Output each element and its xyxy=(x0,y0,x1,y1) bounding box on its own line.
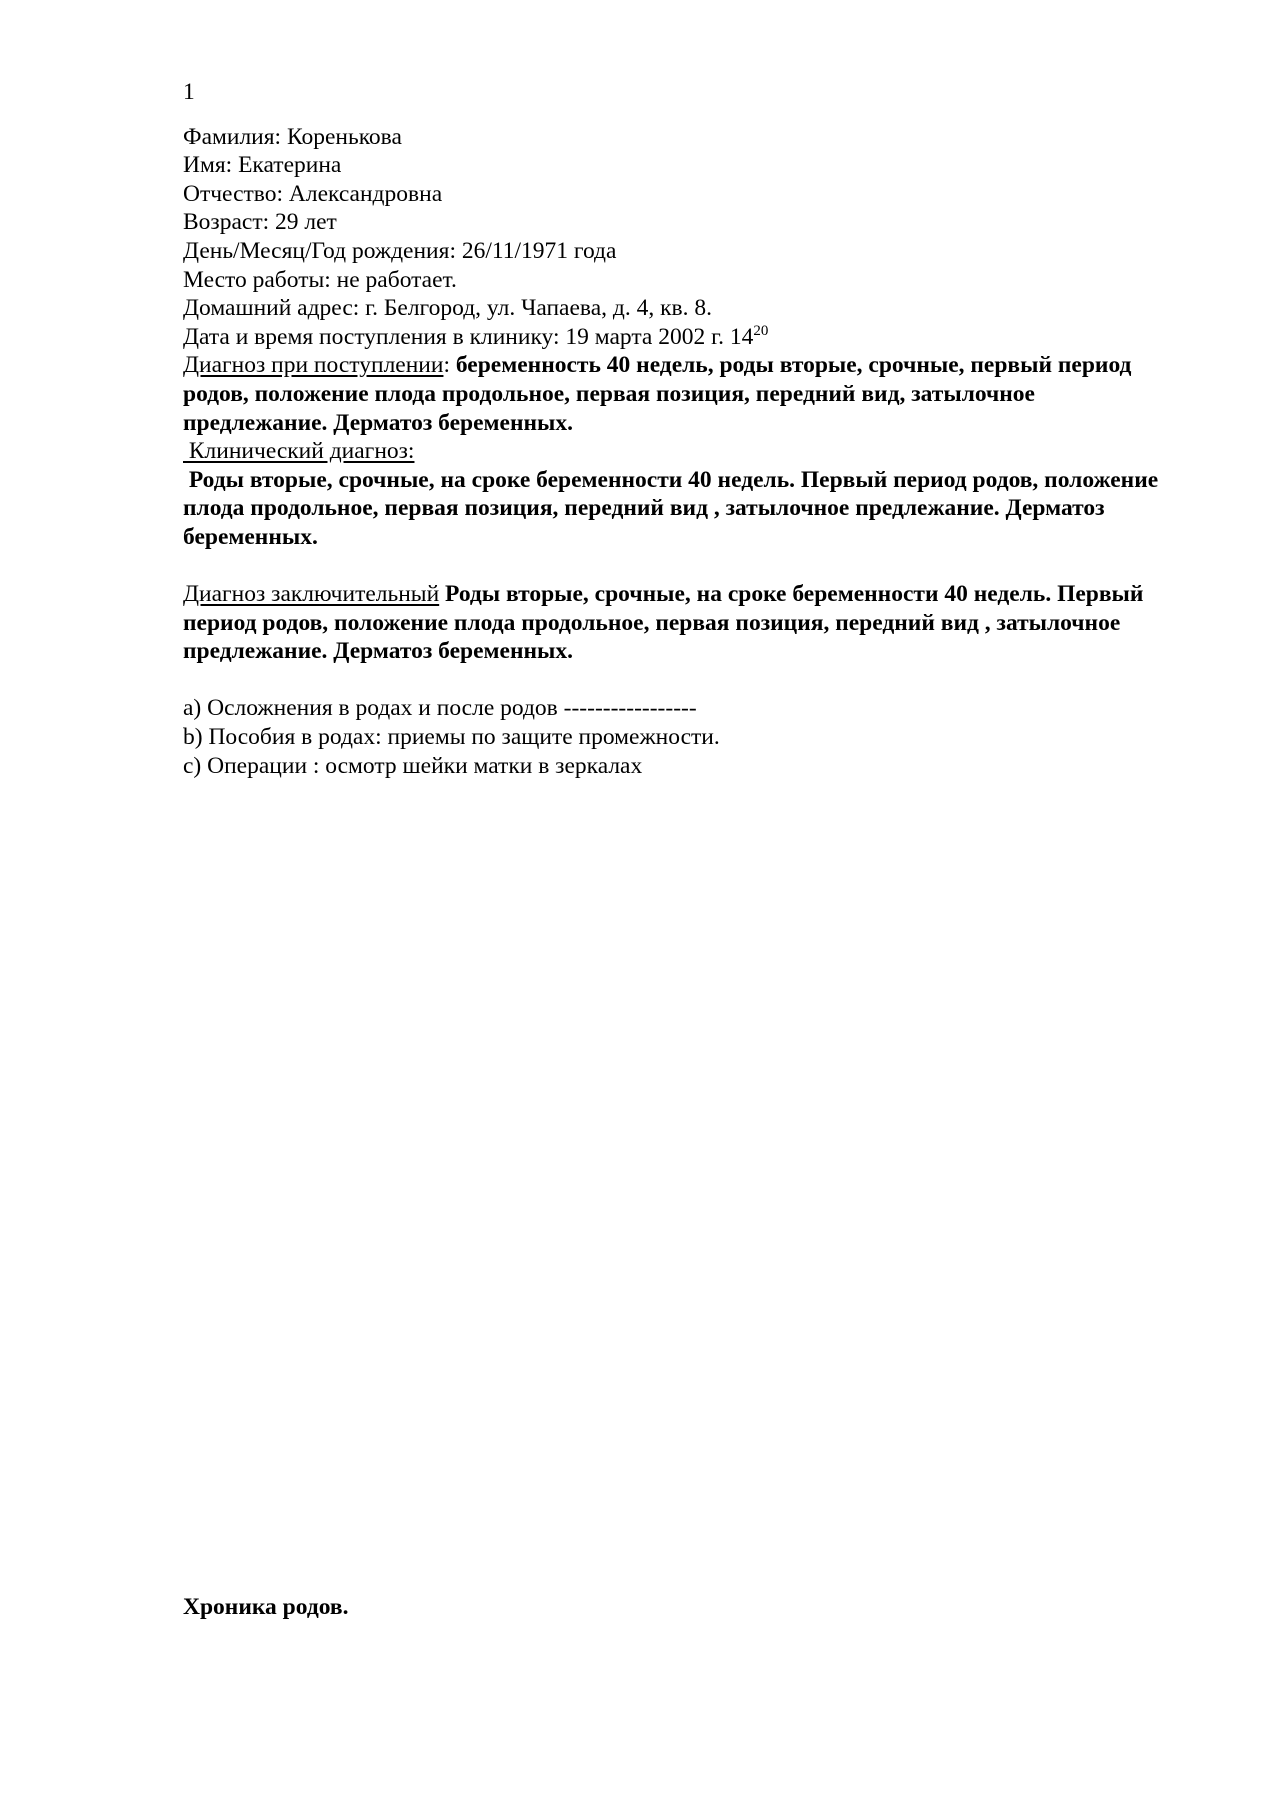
section-heading-labor-chronicle: Хроника родов. xyxy=(183,1594,349,1620)
admission-value: 19 марта 2002 г. 14 xyxy=(565,323,754,350)
birth-line xyxy=(183,237,1183,266)
name-value: Екатерина xyxy=(238,152,342,179)
patronymic-value: Александровна xyxy=(288,180,443,207)
age-label: Возраст: xyxy=(183,209,270,236)
list-item-assistance: b) Пособия в родах: приемы по защите промежности. xyxy=(183,724,720,751)
work-label: Место работы: xyxy=(183,266,331,293)
document-body xyxy=(183,78,1183,780)
name-line xyxy=(183,151,1183,180)
name-label: Имя: xyxy=(183,152,233,179)
list-item-operations: c) Операции : осмотр шейки матки в зеркалах xyxy=(183,752,643,779)
spacer xyxy=(183,552,1183,581)
age-value: 29 лет xyxy=(275,209,337,236)
spacer xyxy=(183,666,1183,695)
birth-value: 26/11/1971 года xyxy=(461,237,617,264)
final-diagnosis-text: Роды вторые, срочные, на сроке беременности 40 недель. Первый период родов, положение плода продольное, первая позиция, передний вид , затылочное предлежание. Дерматоз беременных. xyxy=(183,581,1144,665)
final-diagnosis xyxy=(183,580,1183,666)
address-line xyxy=(183,294,1183,323)
patronymic-label: Отчество: xyxy=(183,180,283,207)
admission-diagnosis-text: беременность 40 недель, роды вторые, срочные, первый период родов, положение плода продольное, первая позиция, передний вид, затылочное предлежание. Дерматоз беременных. xyxy=(183,352,1132,436)
admission-diagnosis-label: Диагноз при поступлении xyxy=(183,352,444,379)
surname-line xyxy=(183,123,1183,152)
age-line xyxy=(183,208,1183,237)
patronymic-line xyxy=(183,180,1183,209)
clinical-diagnosis-label: Клинический диагноз: xyxy=(183,438,415,465)
address-label: Домашний адрес: xyxy=(183,295,360,322)
admission-label: Дата и время поступления в клинику: xyxy=(183,323,560,350)
work-value: не работает. xyxy=(336,266,457,293)
surname-value: Коренькова xyxy=(286,123,402,150)
page-number: 1 xyxy=(183,79,195,105)
admission-line xyxy=(183,323,1183,352)
final-diagnosis-label: Диагноз заключительный xyxy=(183,581,440,608)
list-item-complications: a) Осложнения в родах и после родов ----------------- xyxy=(183,695,697,722)
admission-diagnosis xyxy=(183,351,1183,437)
clinical-diagnosis-text: Роды вторые, срочные, на сроке беременности 40 недель. Первый период родов, положение плода продольное, первая позиция, передний вид , затылочное предлежание. Дерматоз беременных. xyxy=(183,466,1165,550)
work-line xyxy=(183,266,1183,295)
birth-label: День/Месяц/Год рождения: xyxy=(183,237,456,264)
surname-label: Фамилия: xyxy=(183,123,282,150)
clinical-diagnosis xyxy=(183,437,1183,551)
admission-minutes: 20 xyxy=(753,322,769,339)
address-value: г. Белгород, ул. Чапаева, д. 4, кв. 8. xyxy=(365,295,712,322)
admission-diagnosis-colon: : xyxy=(443,352,450,379)
